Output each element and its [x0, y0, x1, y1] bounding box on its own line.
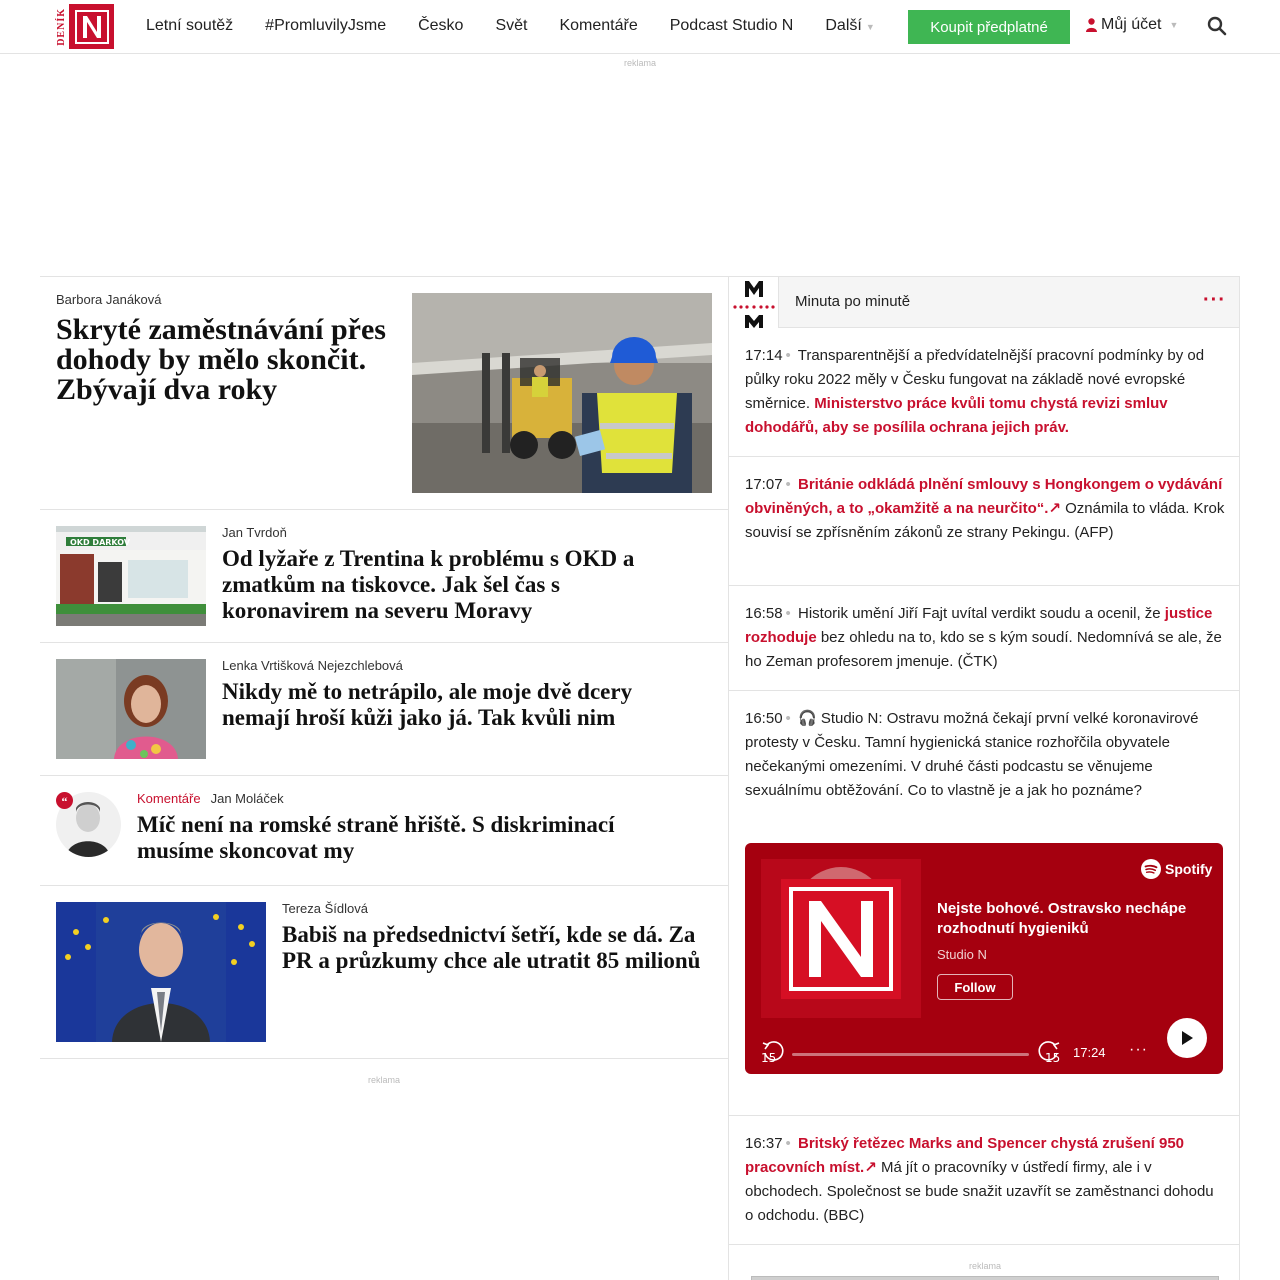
live-entry-time: 16:37: [745, 1135, 783, 1152]
site-logo[interactable]: [56, 4, 114, 49]
story-image-forklift-worker[interactable]: [412, 293, 712, 493]
nav-more-label: Další: [825, 17, 862, 34]
logo-word: DENÍK: [56, 7, 67, 46]
separator-dot: •: [785, 1135, 791, 1152]
live-entry-body-after: bez ohledu na to, kdo se s kým soudí. Nedomnívá se ale, že ho Zeman profesorem jmenuje. (ČTK): [745, 629, 1222, 670]
podcast-cover-image[interactable]: [761, 859, 921, 1018]
nav-item-svet[interactable]: Svět: [495, 17, 528, 34]
okd-sign-text: OKD DARKOV: [70, 538, 131, 547]
story-thumb-okd-building[interactable]: [56, 526, 206, 626]
user-icon: [1086, 18, 1097, 32]
svg-text:15: 15: [1045, 1051, 1061, 1063]
play-icon: [1180, 1030, 1194, 1046]
live-entry-time: 16:58: [745, 605, 783, 622]
live-entry-text: [745, 473, 1225, 545]
story-item[interactable]: [40, 886, 728, 1059]
story-thumb-woman-portrait[interactable]: [56, 659, 206, 759]
spotify-logo[interactable]: [1141, 859, 1212, 879]
nav-item-dalsi[interactable]: [809, 17, 890, 35]
separator-dot: •: [785, 476, 791, 493]
live-entry: [729, 586, 1239, 691]
episode-duration: 17:24: [1073, 1045, 1106, 1060]
logo-n-icon: [75, 10, 109, 44]
live-feed: [728, 276, 1240, 1280]
nav-item-podcast[interactable]: Podcast Studio N: [669, 17, 794, 34]
live-entry-body: Historik umění Jiří Fajt uvítal verdikt soudu a ocenil, že: [797, 605, 1165, 622]
live-entry-text: [745, 602, 1225, 674]
more-options-icon[interactable]: ···: [1203, 289, 1226, 311]
main-column: [40, 276, 728, 1280]
separator-dot: •: [785, 710, 791, 727]
skip-back-15-icon[interactable]: [761, 1039, 787, 1063]
account-menu[interactable]: [1086, 16, 1178, 34]
episode-show[interactable]: Studio N: [937, 947, 987, 962]
rubric-label[interactable]: Komentáře: [137, 791, 201, 806]
site-header: [0, 0, 1280, 54]
live-entry-time: 17:14: [745, 347, 783, 364]
story-author: Jan Moláček: [210, 791, 284, 806]
story-author: Barbora Janáková: [56, 292, 162, 307]
live-entry: [729, 328, 1239, 457]
live-entry: [729, 457, 1239, 586]
buy-subscription-button[interactable]: Koupit předplatné: [908, 10, 1070, 44]
more-options-icon[interactable]: ···: [1129, 1041, 1148, 1058]
story-title[interactable]: Nikdy mě to netrápilo, ale moje dvě dcery nemají hroší kůži jako já. Tak kvůli nim: [222, 679, 633, 730]
quote-icon: “: [56, 792, 73, 809]
live-entry-text: [745, 707, 1205, 803]
live-entry-link[interactable]: Británie odkládá plnění smlouvy s Hongkongem o vydávání obviněných, a to „okamžitě a na neurčito“.↗: [745, 476, 1223, 517]
svg-text:15: 15: [761, 1051, 777, 1063]
ad-label-top: reklama: [623, 58, 656, 68]
skip-forward-15-icon[interactable]: [1035, 1039, 1061, 1063]
minuta-logo-icon[interactable]: [729, 277, 779, 328]
live-entry-time: 16:50: [745, 710, 783, 727]
separator-dot: •: [785, 347, 791, 364]
episode-title[interactable]: Nejste bohové. Ostravsko nechápe rozhodnutí hygieniků: [937, 900, 1187, 937]
story-title[interactable]: Babiš na předsednictví šetří, kde se dá. Za PR a průzkumy chce ale utratit 85 milionů: [282, 922, 701, 973]
separator-dot: •: [785, 605, 791, 622]
caret-down-icon: ▼: [865, 22, 875, 32]
live-entry-body: Transparentnější a předvídatelnější pracovní podmínky by od půlky roku 2022 měly v Česku fungovat na základě nové evropské směrnice.: [745, 347, 1205, 412]
side-ad-banner[interactable]: [751, 1276, 1219, 1280]
live-entry-body: 🎧 Studio N: Ostravu možná čekají první velké koronavirové protesty v Česku. Tamní hygienická stanice rozhořčila obyvatele nečekanými omezeními. V druhé části podcastu se věnujeme sexuálnímu obtěžování. Co to vlastně je a jak ho poznáme?: [745, 710, 1199, 799]
caret-down-icon: ▼: [1169, 20, 1179, 30]
live-entry-link[interactable]: Britský řetězec Marks and Spencer chystá zrušení 950 pracovních míst.↗: [745, 1135, 1185, 1176]
live-entry-text: [745, 344, 1225, 440]
spotify-embed: [745, 843, 1223, 1074]
main-nav: [130, 0, 891, 52]
nav-item-komentare[interactable]: Komentáře: [559, 17, 638, 34]
spotify-icon: [1141, 859, 1161, 879]
nav-item-cesko[interactable]: Česko: [418, 17, 464, 34]
comment-story-item[interactable]: [40, 776, 728, 886]
live-entry: [729, 1116, 1239, 1245]
play-button[interactable]: [1167, 1018, 1207, 1058]
nav-item-letni-soutez[interactable]: Letní soutěž: [146, 17, 234, 34]
story-author: Jan Tvrdoň: [222, 525, 287, 540]
story-item[interactable]: [40, 643, 728, 776]
story-title[interactable]: Míč není na romské straně hřiště. S diskriminací musíme skoncovat my: [137, 812, 615, 863]
live-entry-time: 17:07: [745, 476, 783, 493]
ad-label-bottom: reklama: [367, 1075, 400, 1085]
story-meta: [137, 791, 284, 806]
live-entry-body: Má jít o pracovníky v ústředí firmy, ale i v obchodech. Společnost se bude snažit uzavřít se zaměstnanci dohodu o odchodu. (BBC): [745, 1159, 1214, 1224]
search-icon[interactable]: [1206, 15, 1228, 37]
progress-bar[interactable]: [792, 1053, 1029, 1056]
live-entry-link[interactable]: justice rozhoduje: [745, 605, 1213, 646]
ad-label-side: reklama: [968, 1261, 1001, 1271]
spotify-brand-label: Spotify: [1165, 861, 1213, 877]
follow-button[interactable]: Follow: [937, 974, 1013, 1000]
story-item[interactable]: [40, 510, 728, 643]
live-feed-title: Minuta po minutě: [795, 293, 911, 310]
top-story[interactable]: [40, 276, 728, 510]
live-entry-text: [745, 1132, 1225, 1228]
story-thumb-babis-eu-flags[interactable]: [56, 902, 266, 1042]
live-entry-body: Oznámila to vláda. Krok souvisí se zpřísněním zákonů ze strany Pekingu. (AFP): [745, 500, 1225, 541]
story-author: Tereza Šídlová: [282, 901, 368, 916]
live-feed-header: [729, 277, 1239, 328]
story-title[interactable]: Od lyžaře z Trentina k problému s OKD a zmatkům na tiskovce. Jak šel čas s koronavirem na severu Moravy: [222, 546, 635, 623]
nav-item-promluvily-jsme[interactable]: #PromluvilyJsme: [265, 17, 387, 34]
story-title[interactable]: Skryté zaměstnávání přes dohody by mělo skončit. Zbývají dva roky: [56, 313, 386, 406]
logo-n-box: [69, 4, 114, 49]
live-entry-link[interactable]: Ministerstvo práce kvůli tomu chystá revizi smluv dohodářů, aby se posílila ochrana jejich práv.: [745, 395, 1168, 436]
account-label: Můj účet: [1101, 16, 1162, 33]
story-author: Lenka Vrtišková Nejezchlebová: [222, 658, 403, 673]
